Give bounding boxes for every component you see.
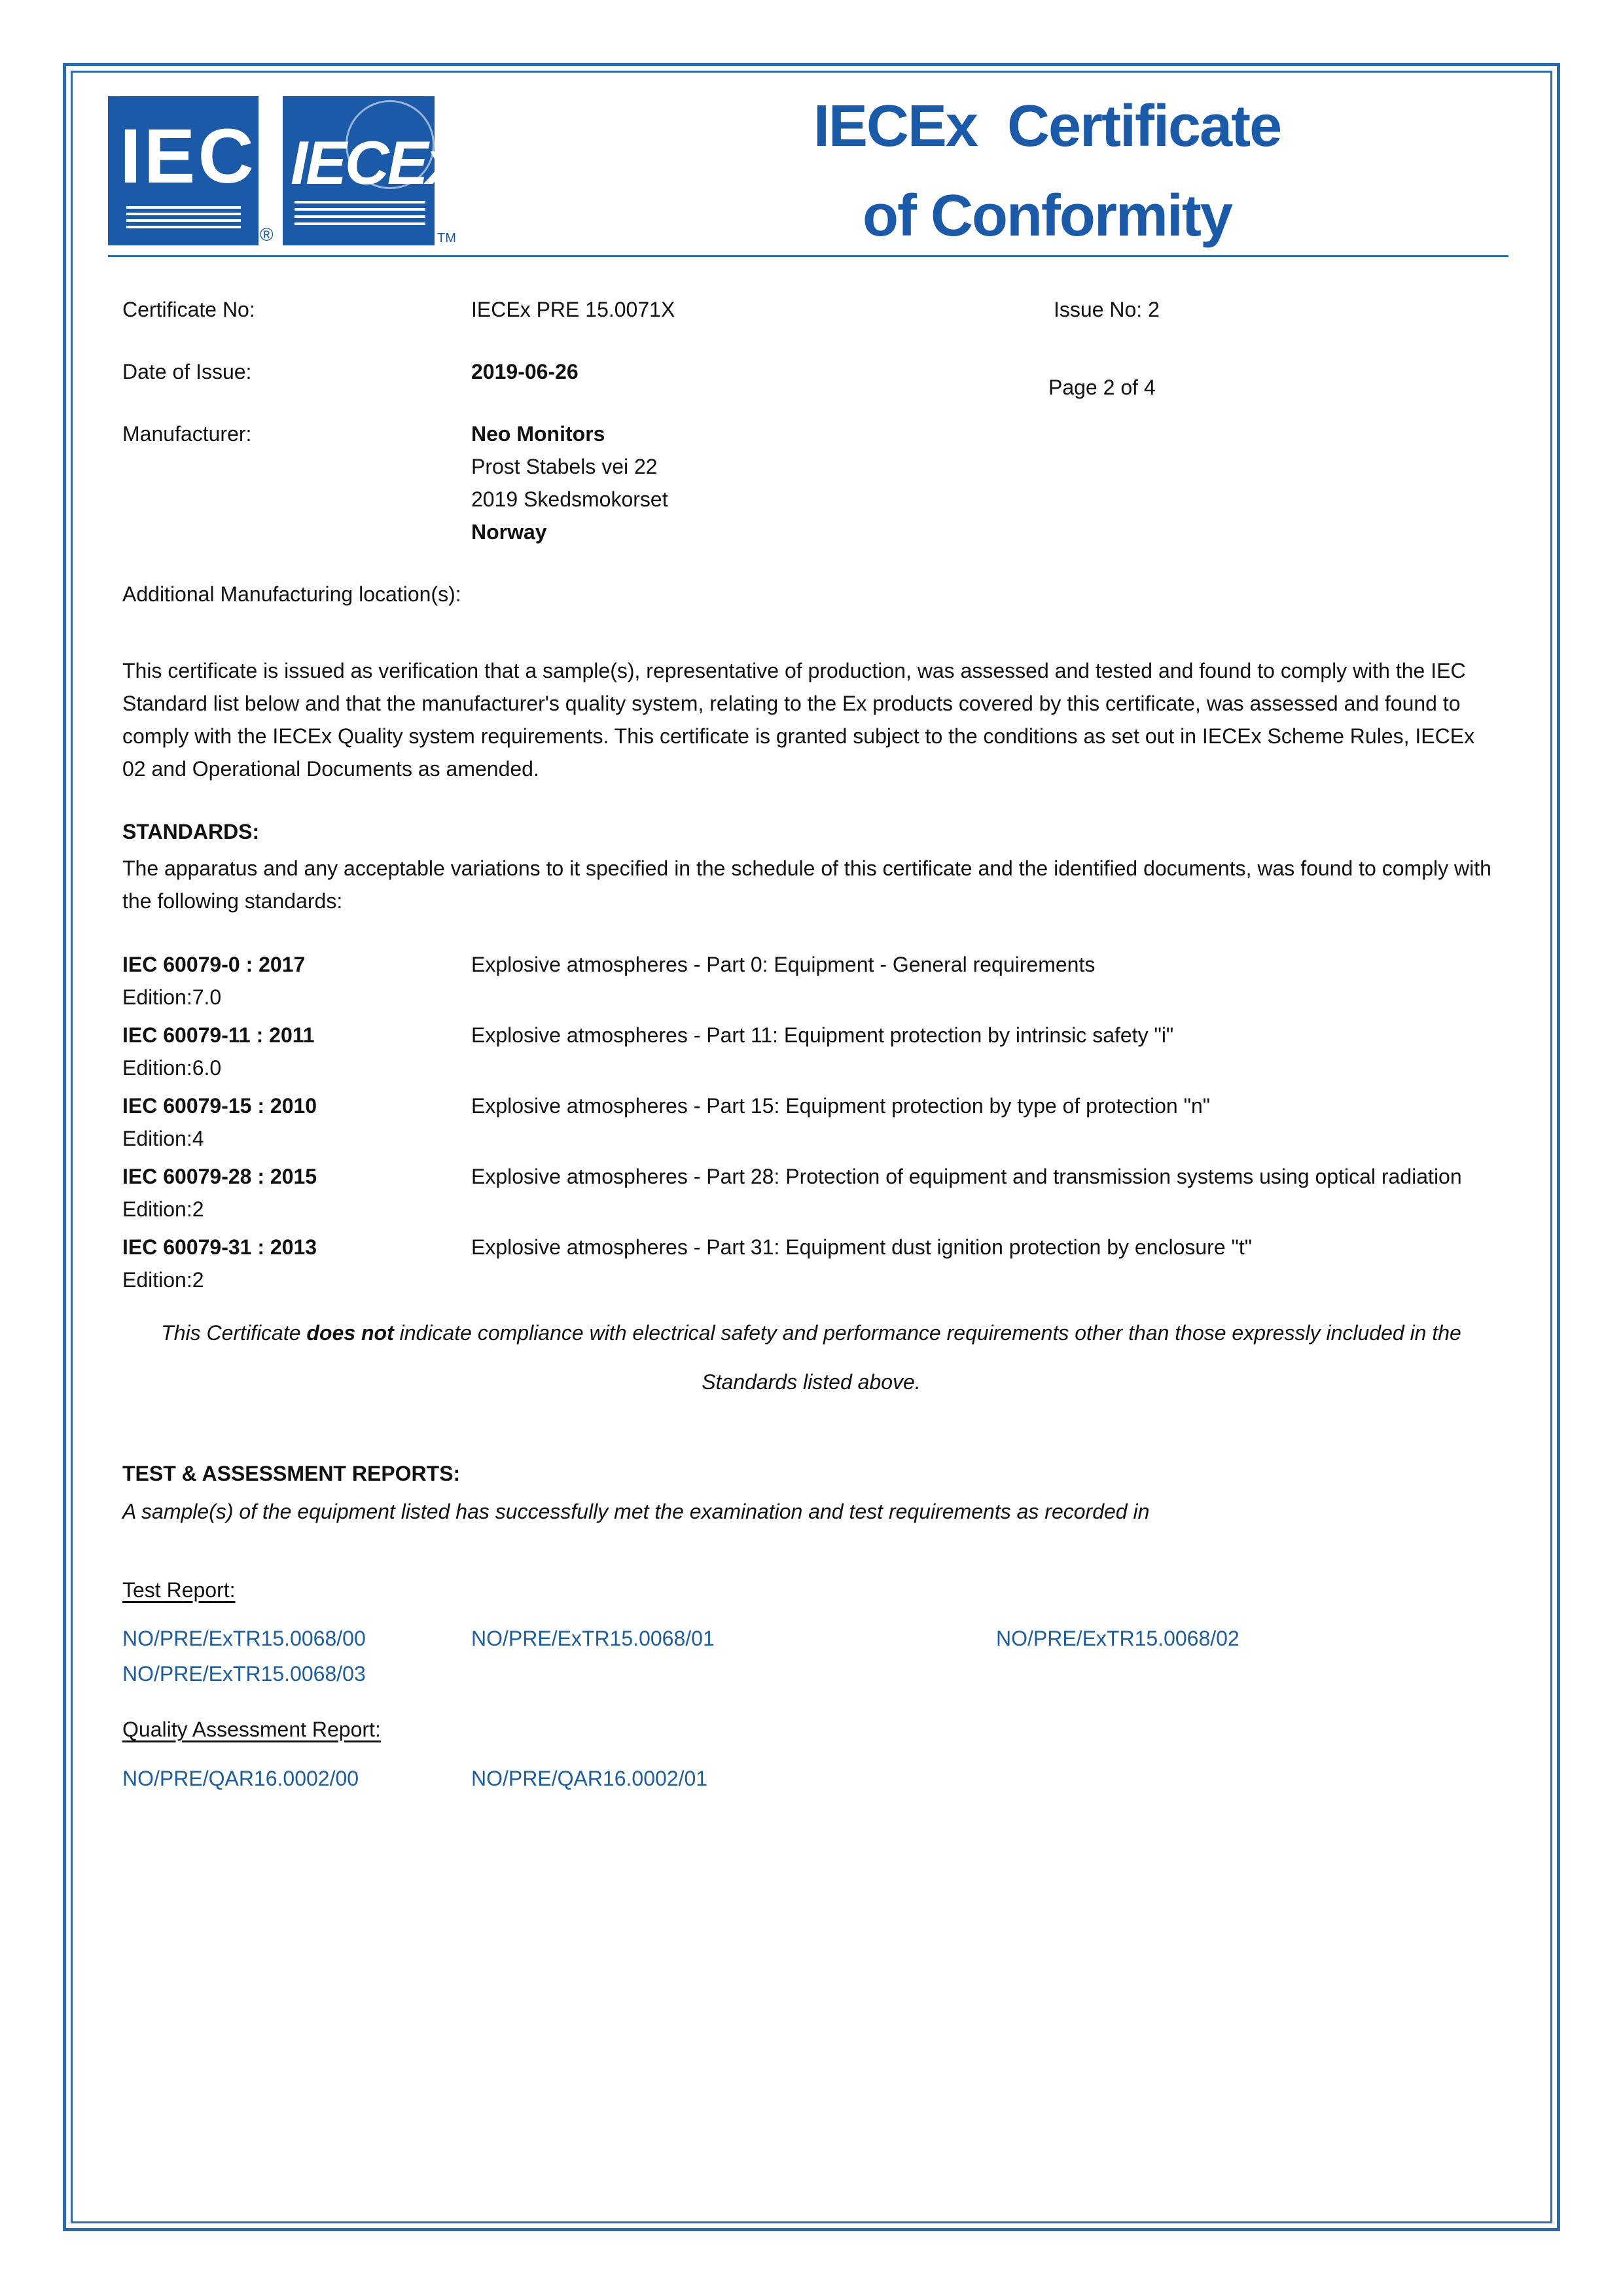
reports-intro: A sample(s) of the equipment listed has successfully met the examination and test requirements as recorded in [122, 1500, 1150, 1523]
manufacturer-label: Manufacturer: [122, 422, 252, 446]
test-report-link[interactable]: NO/PRE/ExTR15.0068/01 [471, 1627, 715, 1650]
standard-edition: Edition:4 [122, 1127, 204, 1150]
manufacturer-name: Neo Monitors [471, 422, 605, 446]
date-of-issue: 2019-06-26 [471, 360, 579, 383]
verification-paragraph: This certificate is issued as verification that a sample(s), representative of production, was assessed and tested and found to comply with the IEC Standard list below and that the manufacturer's quality system, relating to the Ex products covered by this certificate, was assessed and found to comply with the IECEx Quality system requirements. This certificate is granted subject to the conditions as set out in IECEx Scheme Rules, IECEx 02 and Operational Documents as amended. [122, 659, 1475, 781]
standard-description: Explosive atmospheres - Part 0: Equipment - General requirements [471, 953, 1096, 976]
date-of-issue-label: Date of Issue: [122, 360, 252, 383]
standard-edition: Edition:6.0 [122, 1056, 222, 1080]
standard-edition: Edition:2 [122, 1268, 204, 1292]
quality-report-label: Quality Assessment Report: [122, 1718, 381, 1741]
issue-number: Issue No: 2 [1054, 298, 1160, 321]
quality-report-link[interactable]: NO/PRE/QAR16.0002/01 [471, 1767, 708, 1790]
iec-logo-text: IEC [120, 113, 257, 200]
test-report-link[interactable]: NO/PRE/ExTR15.0068/00 [122, 1627, 366, 1650]
page-number: Page 2 of 4 [1048, 376, 1156, 399]
disclaimer-line-1 [122, 1309, 1500, 1358]
iecex-logo-text: IECEx [291, 128, 459, 197]
reports-heading: TEST & ASSESSMENT REPORTS: [122, 1462, 461, 1485]
manufacturer-country: Norway [471, 520, 547, 544]
quality-report-link[interactable]: NO/PRE/QAR16.0002/00 [122, 1767, 359, 1790]
standard-description: Explosive atmospheres - Part 15: Equipment protection by type of protection "n" [471, 1094, 1211, 1118]
standards-intro: The apparatus and any acceptable variations to it specified in the schedule of this certificate and the identified documents, was found to comply with the following standards: [122, 857, 1491, 913]
standard-code: IEC 60079-11 : 2011 [122, 1023, 315, 1047]
certificate-number-label: Certificate No: [122, 298, 255, 321]
test-report-link[interactable]: NO/PRE/ExTR15.0068/02 [996, 1627, 1240, 1650]
disclaimer-emphasis: does not [306, 1321, 394, 1345]
standard-description: Explosive atmospheres - Part 11: Equipment protection by intrinsic safety "i" [471, 1023, 1174, 1047]
standard-edition: Edition:7.0 [122, 985, 222, 1009]
title-line-1: IECEx Certificate [813, 94, 1281, 159]
manufacturer-address-2: 2019 Skedsmokorset [471, 487, 668, 511]
iec-logo [108, 96, 259, 245]
page-border-inner [71, 71, 1552, 2223]
test-report-label: Test Report: [122, 1578, 236, 1602]
header-divider [108, 255, 1508, 257]
disclaimer-before: This Certificate [161, 1321, 307, 1345]
standards-heading: STANDARDS: [122, 820, 260, 843]
certificate-number: IECEx PRE 15.0071X [471, 298, 675, 321]
standard-code: IEC 60079-0 : 2017 [122, 953, 306, 976]
title-line-2: of Conformity [863, 183, 1232, 249]
disclaimer-after: indicate compliance with electrical safety and performance requirements other than those expressly included in the [393, 1321, 1461, 1345]
manufacturer-address-1: Prost Stabels vei 22 [471, 455, 658, 478]
standard-description: Explosive atmospheres - Part 28: Protection of equipment and transmission systems using optical radiation [471, 1165, 1462, 1188]
standard-code: IEC 60079-15 : 2010 [122, 1094, 317, 1118]
standard-description: Explosive atmospheres - Part 31: Equipment dust ignition protection by enclosure "t" [471, 1235, 1253, 1259]
standard-code: IEC 60079-28 : 2015 [122, 1165, 317, 1188]
standard-edition: Edition:2 [122, 1197, 204, 1221]
iec-logo-lines [126, 206, 241, 230]
disclaimer-line-2: Standards listed above. [702, 1370, 921, 1394]
iecex-logo-lines [294, 201, 425, 230]
trademark-mark: TM [437, 231, 456, 245]
page-title [720, 82, 1374, 261]
additional-locations-label: Additional Manufacturing location(s): [122, 582, 461, 606]
registered-mark: ® [260, 224, 274, 245]
standard-code: IEC 60079-31 : 2013 [122, 1235, 317, 1259]
test-report-link[interactable]: NO/PRE/ExTR15.0068/03 [122, 1662, 366, 1686]
disclaimer-note [122, 1309, 1500, 1407]
